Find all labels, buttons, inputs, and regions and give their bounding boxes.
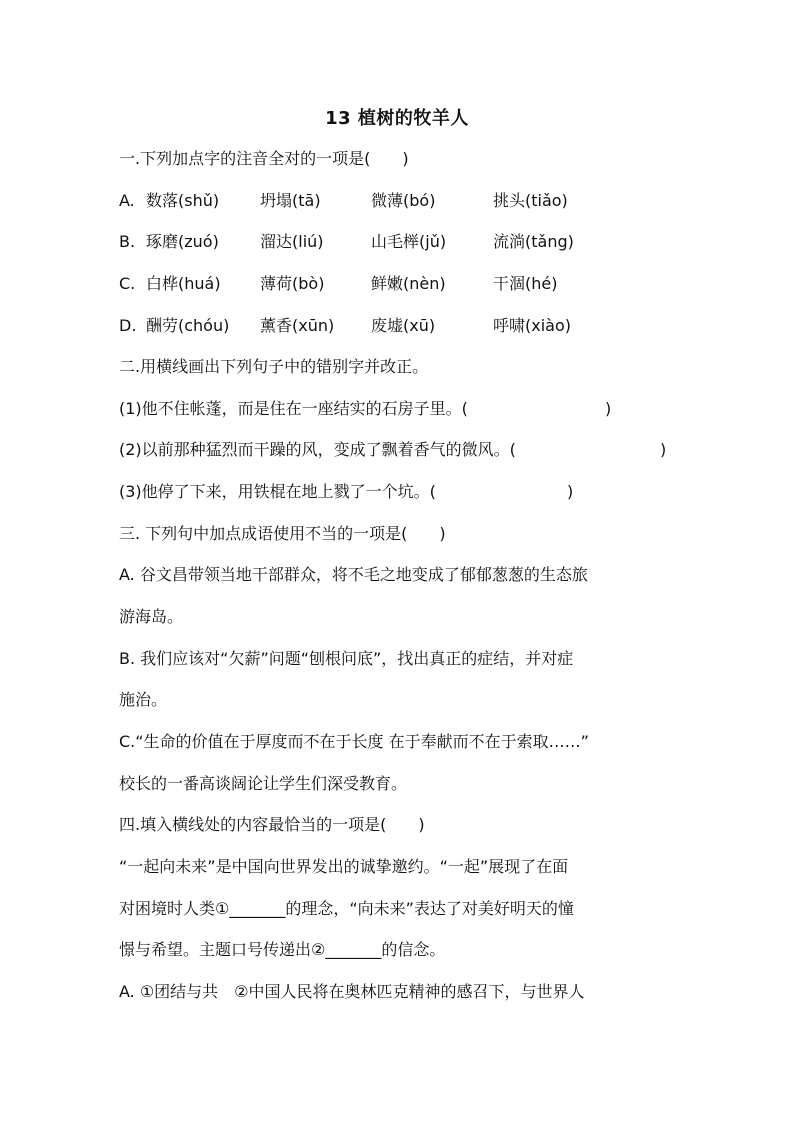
sentence-text: (3)他停了下来，用铁棍在地上戮了一个坑。( (119, 482, 436, 501)
option-item: 鲜嫩(nèn) (371, 274, 446, 293)
answer-bracket-close: ) (567, 482, 574, 501)
option-item: 数落(shǔ) (146, 191, 220, 210)
option-item: 溜达(liú) (260, 232, 324, 251)
option-item: 挑头(tiǎo) (493, 191, 568, 210)
question-3-heading: 三. 下列句中加点成语使用不当的一项是( ) (119, 524, 446, 543)
option-item: 流淌(tǎng) (493, 232, 574, 251)
option-item: 琢磨(zuó) (146, 232, 219, 251)
option-item: 薄荷(bò) (260, 274, 325, 293)
question-3-option-a-line-1: A. 谷文昌带领当地干部群众，将不毛之地变成了郁郁葱葱的生态旅 (119, 565, 588, 584)
option-label: A. (119, 191, 135, 210)
question-3-option-b-line-1: B. 我们应该对“欠薪”问题“刨根问底”，找出真正的症结，并对症 (119, 649, 574, 668)
question-2-heading: 二.用横线画出下列句子中的错别字并改正。 (119, 357, 429, 376)
option-item: 酬劳(chóu) (146, 316, 230, 335)
question-3-option-b-line-2: 施治。 (119, 690, 168, 709)
question-3-option-c-line-1: C.“生命的价值在于厚度而不在于长度 在于奉献而不在于索取……” (119, 732, 589, 751)
option-label: D. (119, 316, 137, 335)
answer-bracket-close: ) (605, 399, 612, 418)
question-3-option-c-line-2: 校长的一番高谈阔论让学生们深受教育。 (119, 774, 408, 793)
option-item: 山毛榉(jǔ) (371, 232, 447, 251)
option-item: 薰香(xūn) (260, 316, 335, 335)
sentence-text: (1)他不住帐蓬，而是住在一座结实的石房子里。( (119, 399, 468, 418)
question-4-heading: 四.填入横线处的内容最恰当的一项是( ) (119, 815, 425, 834)
option-item: 干涸(hé) (493, 274, 558, 293)
question-4-passage-line-3: 憬与希望。主题口号传递出②_______的信念。 (119, 940, 446, 959)
option-item: 白桦(huá) (146, 274, 221, 293)
question-3-option-a-line-2: 游海岛。 (119, 607, 184, 626)
option-item: 呼啸(xiào) (493, 316, 571, 335)
question-1-heading: 一.下列加点字的注音全对的一项是( ) (119, 149, 409, 168)
option-label: C. (119, 274, 136, 293)
answer-bracket-close: ) (660, 440, 667, 459)
option-item: 废墟(xū) (371, 316, 436, 335)
option-label: B. (119, 232, 136, 251)
sentence-text: (2)以前那种猛烈而干躁的风，变成了飘着香气的微风。( (119, 440, 516, 459)
option-item: 坍塌(tā) (260, 191, 321, 210)
question-4-passage-line-2: 对困境时人类①_______的理念，“向未来”表达了对美好明天的憧 (119, 899, 574, 918)
option-item: 微薄(bó) (371, 191, 436, 210)
page-title: 13 植树的牧羊人 (325, 108, 469, 129)
question-4-option-a-line-1: A. ①团结与共 ②中国人民将在奥林匹克精神的感召下，与世界人 (119, 982, 585, 1001)
question-4-passage-line-1: “一起向未来”是中国向世界发出的诚挚邀约。“一起”展现了在面 (119, 857, 569, 876)
